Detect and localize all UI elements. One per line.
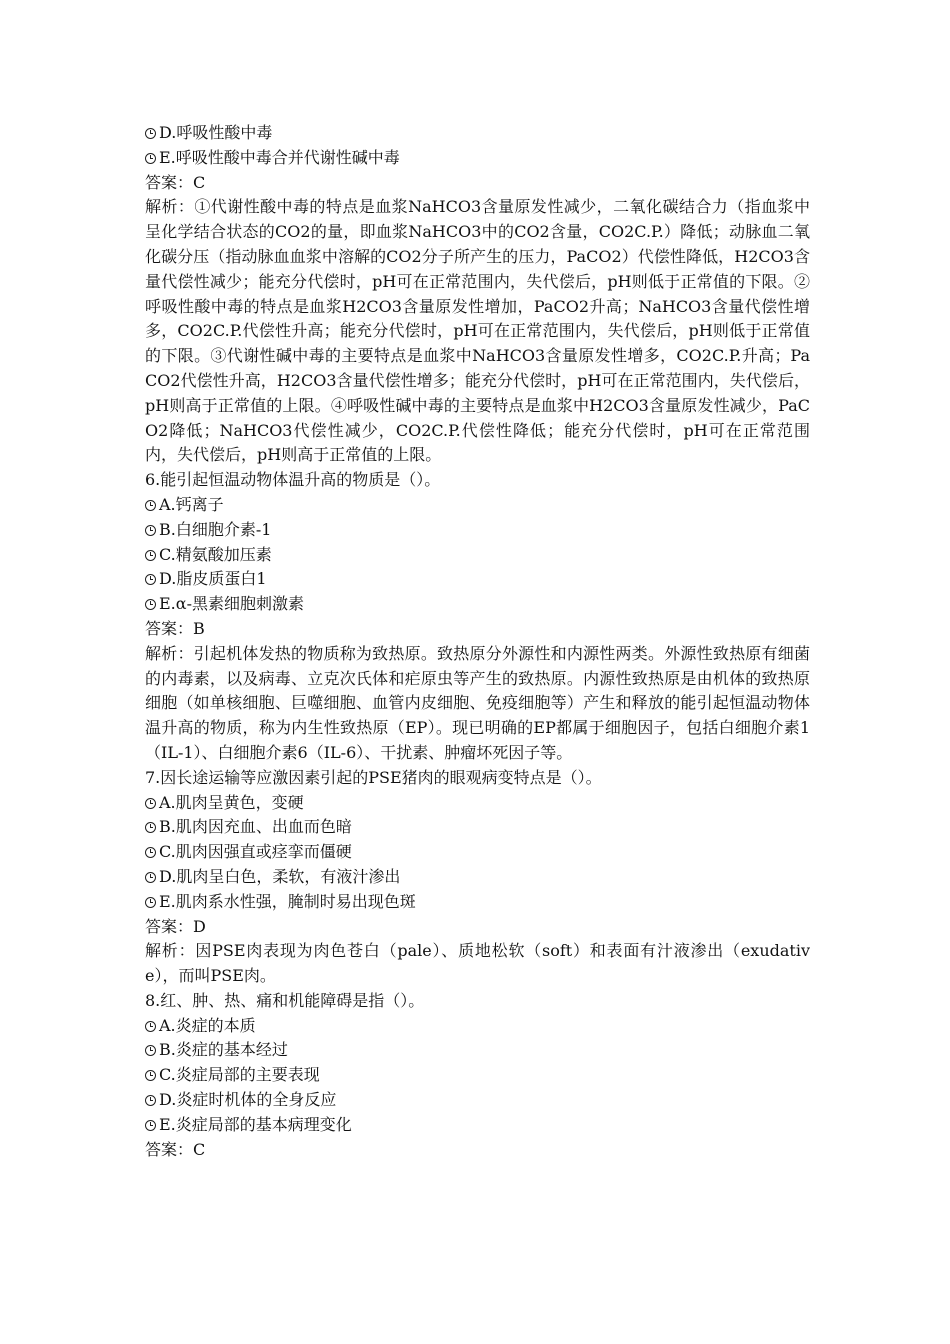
question-6: 6.能引起恒温动物体温升高的物质是（）。	[145, 470, 441, 490]
option-5-e[interactable]	[145, 146, 810, 171]
radio-clock-icon	[145, 822, 156, 833]
option-text: α-黑素细胞刺激素	[175, 594, 304, 614]
option-7-b[interactable]	[145, 815, 810, 840]
option-7-a[interactable]	[145, 791, 810, 816]
option-letter: A.	[159, 1015, 176, 1035]
option-8-e[interactable]	[145, 1113, 810, 1138]
radio-clock-icon	[145, 500, 156, 511]
analysis-6: 解析：引起机体发热的物质称为致热原。致热原分外源性和内源性两类。外源性致热原有细菌的内毒素，以及病毒、立克次氏体和疟原虫等产生的致热原。内源性致热原是由机体的致热原细胞（如单核细胞、巨噬细胞、血管内皮细胞、免疫细胞等）产生和释放的能引起恒温动物体温升高的物质，称为内生性致热原（EP）。现已明确的EP都属于细胞因子，包括白细胞介素1（IL-1）、白细胞介素6（IL-6）、干扰素、肿瘤坏死因子等。	[145, 643, 810, 762]
analysis-7: 解析：因PSE肉表现为肉色苍白（pale）、质地松软（soft）和表面有汁液渗出（exudative），而叫PSE肉。	[145, 941, 810, 986]
option-text: 肌肉系水性强，腌制时易出现色斑	[175, 891, 416, 911]
radio-clock-icon	[145, 1021, 156, 1032]
option-letter: E.	[159, 147, 176, 167]
option-text: 钙离子	[175, 494, 224, 514]
option-letter: C.	[159, 842, 176, 862]
option-text: 炎症局部的主要表现	[175, 1065, 320, 1085]
option-letter: B.	[159, 817, 176, 837]
answer-5: 答案：C	[145, 172, 206, 192]
radio-clock-icon	[145, 574, 156, 585]
option-6-e[interactable]	[145, 592, 810, 617]
radio-clock-icon	[145, 153, 156, 164]
option-5-d[interactable]	[145, 121, 810, 146]
option-text: 炎症的本质	[175, 1015, 256, 1035]
option-letter: E.	[159, 891, 176, 911]
option-letter: D.	[159, 569, 177, 589]
radio-clock-icon	[145, 872, 156, 883]
option-text: 肌肉因充血、出血而色暗	[175, 817, 352, 837]
option-7-c[interactable]	[145, 840, 810, 865]
option-6-d[interactable]	[145, 567, 810, 592]
option-text: 呼吸性酸中毒	[176, 123, 273, 142]
option-text: 脂皮质蛋白1	[176, 569, 267, 589]
option-text: 白细胞介素-1	[175, 519, 272, 539]
question-7: 7.因长途运输等应激因素引起的PSE猪肉的眼观病变特点是（）。	[145, 767, 602, 787]
option-8-c[interactable]	[145, 1063, 810, 1088]
option-letter: A.	[159, 494, 176, 514]
option-letter: D.	[159, 123, 177, 142]
radio-clock-icon	[145, 550, 156, 561]
option-8-b[interactable]	[145, 1038, 810, 1063]
option-text: 呼吸性酸中毒合并代谢性碱中毒	[175, 147, 400, 167]
answer-8: 答案：C	[145, 1139, 206, 1159]
option-letter: B.	[159, 519, 176, 539]
radio-clock-icon	[145, 897, 156, 908]
analysis-5: 解析：①代谢性酸中毒的特点是血浆NaHCO3含量原发性减少，二氧化碳结合力（指血浆中呈化学结合状态的CO2的量，即血浆NaHCO3中的CO2含量，CO2C.P.）降低；动脉血二氧化碳分压（指动脉血血浆中溶解的CO2分子所产生的压力，PaCO2）代偿性降低，H2CO3含量代偿性减少；能充分代偿时，pH可在正常范围内，失代偿后，pH则低于正常值的下限。②呼吸性酸中毒的特点是血浆H2CO3含量原发性增加，PaCO2升高；NaHCO3含量代偿性增多，CO2C.P.代偿性升高；能充分代偿时，pH可在正常范围内，失代偿后，pH则低于正常值的下限。③代谢性碱中毒的主要特点是血浆中NaHCO3含量原发性增多，CO2C.P.升高；PaCO2代偿性升高，H2CO3含量代偿性增多；能充分代偿时，pH可在正常范围内，失代偿后，pH则高于正常值的上限。④呼吸性碱中毒的主要特点是血浆中H2CO3含量原发性减少，PaCO2降低；NaHCO3代偿性减少，CO2C.P.代偿性降低；能充分代偿时，pH可在正常范围内，失代偿后，pH则高于正常值的上限。	[145, 197, 810, 465]
option-text: 肌肉呈黄色，变硬	[175, 792, 304, 812]
option-letter: C.	[159, 544, 176, 564]
option-7-e[interactable]	[145, 890, 810, 915]
option-text: 炎症时机体的全身反应	[176, 1090, 337, 1110]
option-letter: E.	[159, 594, 176, 614]
radio-clock-icon	[145, 847, 156, 858]
option-text: 肌肉呈白色，柔软，有液汁渗出	[176, 866, 401, 886]
option-letter: B.	[159, 1040, 176, 1060]
option-8-d[interactable]	[145, 1088, 810, 1113]
option-letter: D.	[159, 1090, 177, 1110]
option-6-a[interactable]	[145, 493, 810, 518]
question-8: 8.红、肿、热、痛和机能障碍是指（）。	[145, 990, 425, 1010]
option-text: 炎症局部的基本病理变化	[175, 1114, 352, 1134]
option-letter: D.	[159, 866, 177, 886]
radio-clock-icon	[145, 1095, 156, 1106]
option-8-a[interactable]	[145, 1014, 810, 1039]
document-page	[145, 121, 810, 1162]
radio-clock-icon	[145, 798, 156, 809]
option-6-c[interactable]	[145, 543, 810, 568]
radio-clock-icon	[145, 1070, 156, 1081]
answer-7: 答案：D	[145, 916, 206, 936]
option-7-d[interactable]	[145, 865, 810, 890]
option-6-b[interactable]	[145, 518, 810, 543]
option-text: 肌肉因强直或痉挛而僵硬	[175, 842, 352, 862]
radio-clock-icon	[145, 128, 156, 139]
option-letter: A.	[159, 792, 176, 812]
radio-clock-icon	[145, 1045, 156, 1056]
option-letter: C.	[159, 1065, 176, 1085]
answer-6: 答案：B	[145, 618, 205, 638]
radio-clock-icon	[145, 599, 156, 610]
option-text: 精氨酸加压素	[175, 544, 272, 564]
option-text: 炎症的基本经过	[175, 1040, 288, 1060]
option-letter: E.	[159, 1114, 176, 1134]
radio-clock-icon	[145, 525, 156, 536]
radio-clock-icon	[145, 1120, 156, 1131]
